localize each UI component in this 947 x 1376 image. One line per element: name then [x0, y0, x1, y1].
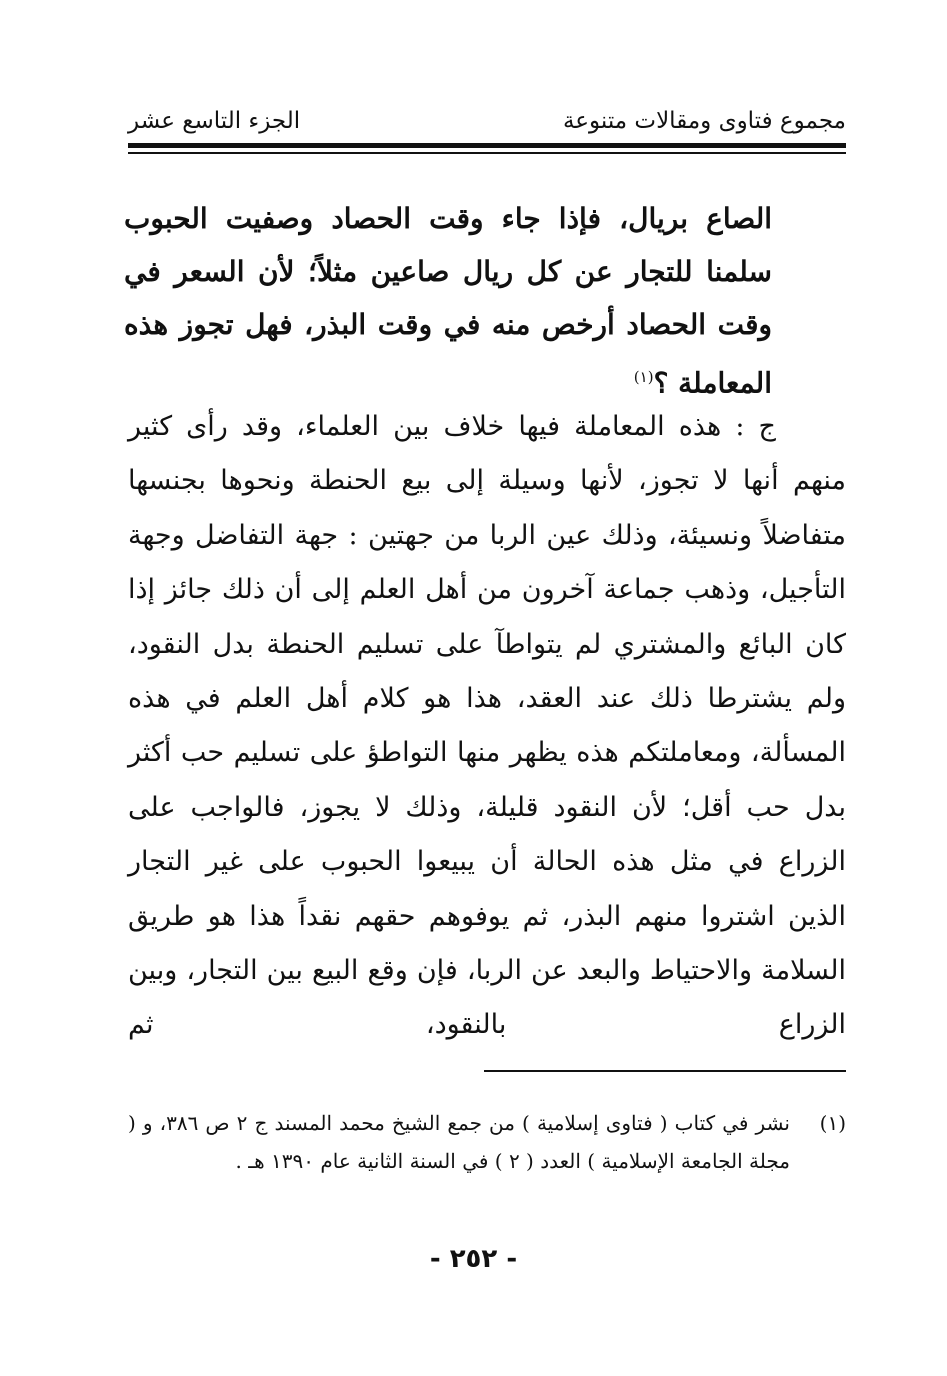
question-paragraph [124, 192, 772, 409]
answer-section [128, 400, 846, 1053]
answer-paragraph: ج : هذه المعاملة فيها خلاف بين العلماء، وقد رأى كثير منهم أنها لا تجوز، لأنها وسيلة إلى بيع الحنطة ونحوها بجنسها متفاضلاً ونسيئة، وذلك عين الربا من جهتين : جهة التفاضل وجهة التأجيل، وذهب جماعة آخرون من أهل العلم إلى أن ذلك جائز إذا كان البائع والمشتري لم يتواطآ على تسليم الحنطة بدل النقود، ولم يشترطا ذلك عند العقد، هذا هو كلام أهل العلم في هذه المسألة، ومعاملتكم هذه يظهر منها التواطؤ على تسليم حب أكثر بدل حب أقل؛ لأن النقود قليلة، وذلك لا يجوز، فالواجب على الزراع في مثل هذه الحالة أن يبيعوا الحبوب على غير التجار الذين اشتروا منهم البذر، ثم يوفوهم حقهم نقداً هذا هو طريق السلامة والاحتياط والبعد عن الربا، فإن وقع البيع بين التجار، وبين الزراع بالنقود، ثم [128, 411, 846, 1041]
footnote-reference[interactable]: (١) [633, 368, 654, 386]
header-rule-thin [128, 152, 846, 154]
volume-label: الجزء التاسع عشر [128, 108, 301, 134]
footnote-text: نشر في كتاب ( فتاوى إسلامية ) من جمع الشيخ محمد المسند ج ٢ ص ٣٨٦، و ( مجلة الجامعة الإسلامية ) العدد ( ٢ ) في السنة الثانية عام ١٣٩٠ هـ . [128, 1111, 790, 1173]
footnote-divider [484, 1070, 846, 1072]
question-text: الصاع بريال، فإذا جاء وقت الحصاد وصفيت الحبوب سلمنا للتجار عن كل ريال صاعين مثلاً؛ لأن السعر في وقت الحصاد أرخص منه في وقت البذر، فهل تجوز هذه المعاملة ؟ [124, 202, 772, 400]
page-number: - ٢٥٢ - [429, 1244, 518, 1274]
running-header [128, 104, 846, 144]
header-rule-thick [128, 143, 846, 148]
footnote-number: (١) [819, 1111, 846, 1135]
footnote [128, 1104, 846, 1180]
book-title: مجموع فتاوى ومقالات متنوعة [562, 108, 846, 134]
